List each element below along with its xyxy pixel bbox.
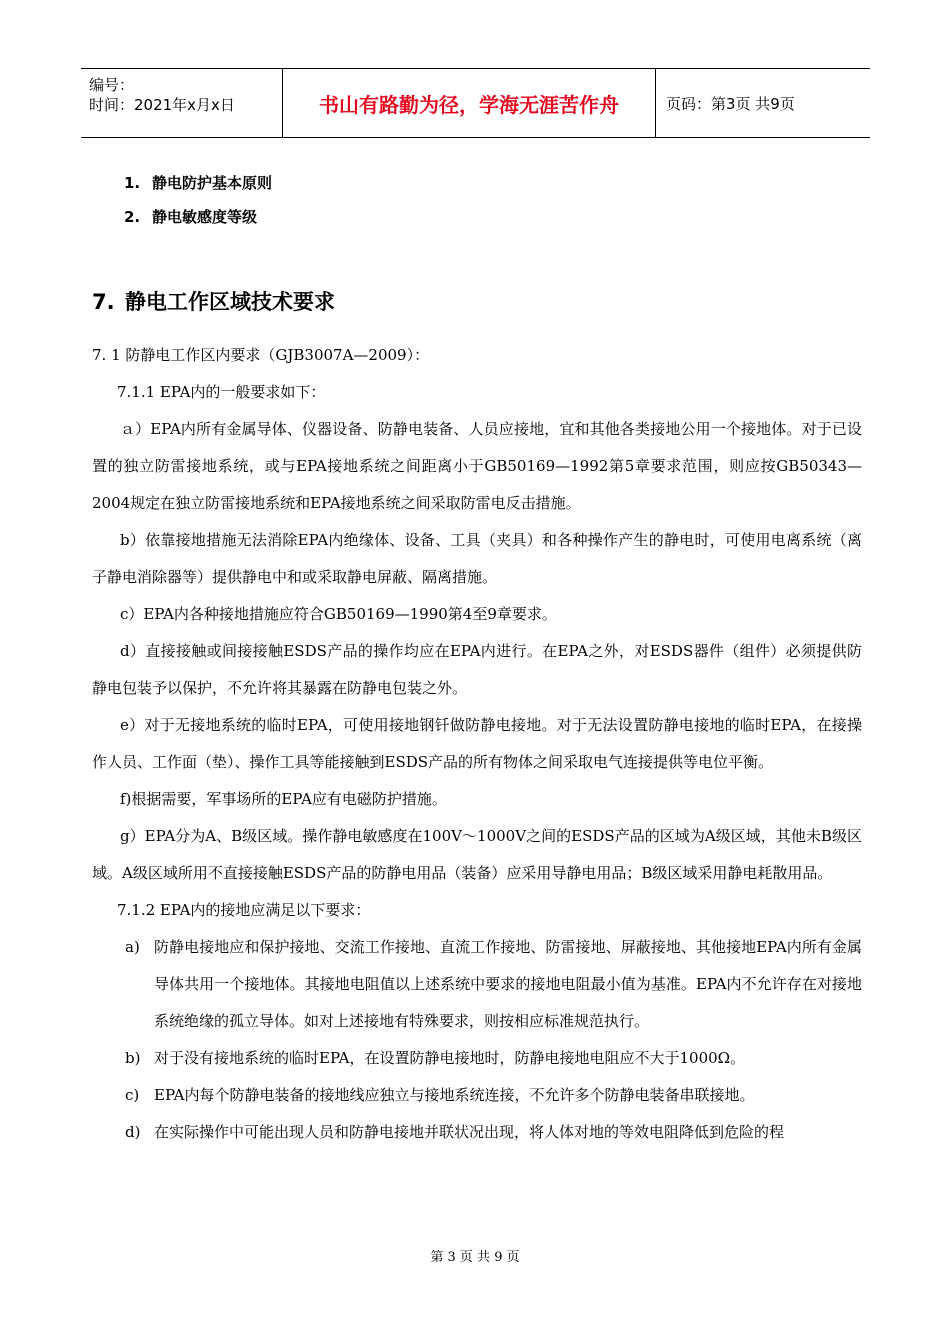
section-number: 7.: [92, 290, 115, 314]
list-label: c): [125, 1086, 140, 1104]
toc-label: 静电敏感度等级: [152, 208, 258, 226]
list-label: b): [125, 1049, 141, 1067]
paragraph-e: e）对于无接地系统的临时EPA，可使用接地钢钎做防静电接地。对于无法设置防静电接地的临时EPA，在接操作人员、工作面（垫）、操作工具等能接触到ESDS产品的所有物体之间采取电气连接提供等电位平衡。: [92, 716, 862, 771]
list-label: d): [125, 1123, 141, 1141]
list-label: a): [125, 938, 140, 956]
time-label: 时间：2021年x月x日: [89, 96, 235, 114]
list-item: [125, 1040, 862, 1077]
paragraph-c: c）EPA内各种接地措施应符合GB50169—1990第4至9章要求。: [120, 605, 557, 623]
header-motto: 书山有路勤为径，学海无涯苦作舟: [283, 69, 656, 137]
header-page-info: 页码：第3页 共9页: [666, 94, 795, 113]
list-item: [125, 1077, 862, 1114]
paragraph-b: b）依靠接地措施无法消除EPA内绝缘体、设备、工具（夹具）和各种操作产生的静电时，可使用电离系统（离子静电消除器等）提供静电中和或采取静电屏蔽、隔离措施。: [92, 531, 862, 586]
paragraph-7-1-2: 7.1.2 EPA内的接地应满足以下要求：: [117, 901, 371, 919]
toc-item-2: [124, 206, 257, 227]
list-text: 防静电接地应和保护接地、交流工作接地、直流工作接地、防雷接地、屏蔽接地、其他接地EPA内所有金属导体共用一个接地体。其接地电阻值以上述系统中要求的接地电阻最小值为基准。EPA内不允许存在对接地系统绝缘的孤立导体。如对上述接地有特殊要求，则按相应标准规范执行。: [154, 938, 862, 1030]
paragraph-7-1: 7. 1 防静电工作区内要求（GJB3007A—2009）：: [92, 346, 430, 364]
list-text: 对于没有接地系统的临时EPA，在设置防静电接地时，防静电接地电阻应不大于1000Ω。: [154, 1049, 746, 1067]
toc-number: 1.: [124, 174, 141, 192]
page-footer: 第 3 页 共 9 页: [430, 1250, 520, 1265]
toc-number: 2.: [124, 208, 141, 226]
section-heading: [92, 286, 335, 316]
paragraph-d: d）直接接触或间接接触ESDS产品的操作均应在EPA内进行。在EPA之外，对ESDS器件（组件）必须提供防静电包装予以保护，不允许将其暴露在防静电包装之外。: [92, 642, 862, 697]
paragraph-f: f)根据需要，军事场所的EPA应有电磁防护措施。: [120, 790, 447, 808]
list-text: 在实际操作中可能出现人员和防静电接地并联状况出现，将人体对地的等效电阻降低到危险的程: [154, 1123, 785, 1141]
list-text: EPA内每个防静电装备的接地线应独立与接地系统连接，不允许多个防静电装备串联接地。: [154, 1086, 755, 1104]
list-item: [125, 929, 862, 1040]
page-header: [81, 68, 870, 138]
section-title: 静电工作区域技术要求: [125, 290, 335, 314]
paragraph-7-1-1: 7.1.1 EPA内的一般要求如下：: [117, 383, 326, 401]
number-label: 编号：: [89, 76, 135, 94]
paragraph-a: ａ）EPA内所有金属导体、仪器设备、防静电装备、人员应接地，宜和其他各类接地公用一个接地体。对于已设置的独立防雷接地系统，或与EPA接地系统之间距离小于GB50169—1992第5章要求范围，则应按GB50343—2004规定在独立防雷接地系统和EPA接地系统之间采取防雷电反击措施。: [92, 420, 862, 512]
body-text: [92, 337, 862, 1151]
header-left-cell: [81, 69, 283, 137]
paragraph-g: g）EPA分为A、B级区域。操作静电敏感度在100V～1000V之间的ESDS产品的区域为A级区域，其他未B级区域。A级区域所用不直接接触ESDS产品的防静电用品（装备）应采用导静电用品；B级区域采用静电耗散用品。: [92, 827, 862, 882]
toc-label: 静电防护基本原则: [152, 174, 273, 192]
list-item: [125, 1114, 862, 1151]
toc-item-1: [124, 172, 272, 193]
